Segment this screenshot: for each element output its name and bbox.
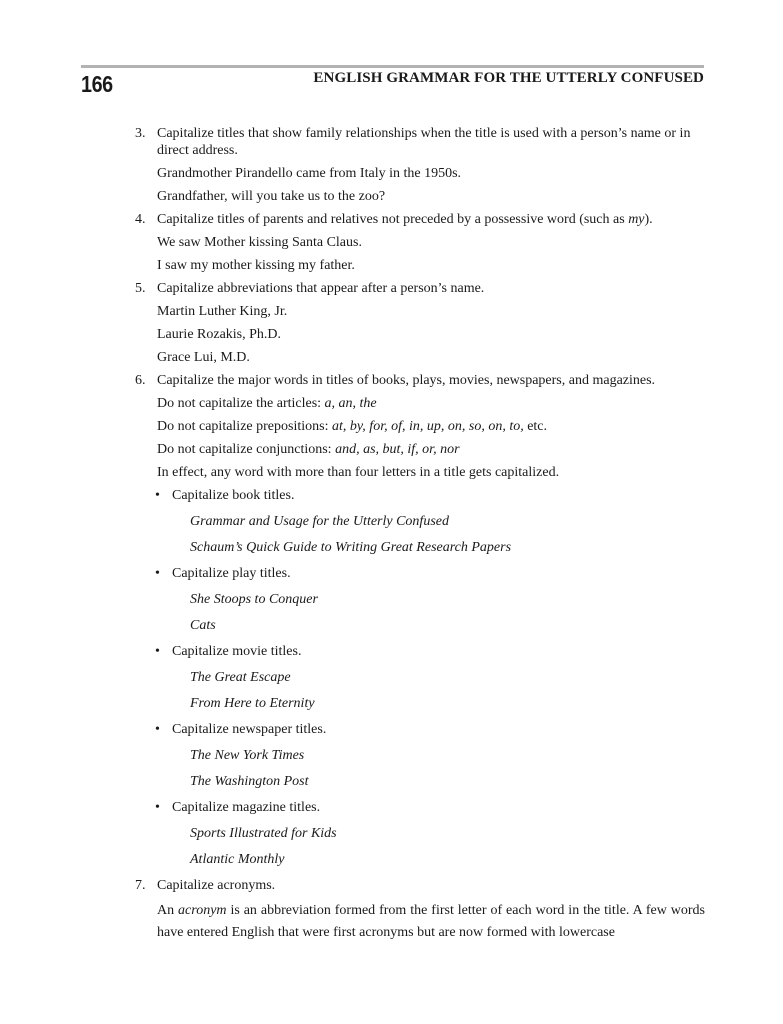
title-example: Sports Illustrated for Kids bbox=[190, 826, 337, 841]
bullet-dot: • bbox=[155, 644, 160, 659]
title-example: Schaum’s Quick Guide to Writing Great Research Papers bbox=[190, 540, 512, 555]
example: Grandmother Pirandello came from Italy in the 1950s. bbox=[157, 166, 462, 181]
rule-text: Capitalize titles of parents and relatives not preceded by a possessive word (such as bbox=[157, 212, 629, 227]
note-label: Do not capitalize prepositions: bbox=[157, 419, 332, 434]
note-label: Do not capitalize the articles: bbox=[157, 396, 325, 411]
page-body bbox=[135, 125, 705, 944]
title-example: The Great Escape bbox=[190, 670, 291, 685]
effect-note: In effect, any word with more than four letters in a title gets capitalized. bbox=[157, 465, 560, 480]
bullet-label: Capitalize newspaper titles. bbox=[172, 722, 327, 737]
rule-number: 6. bbox=[135, 373, 146, 388]
rule-6 bbox=[135, 372, 705, 389]
bullet-label: Capitalize movie titles. bbox=[172, 644, 302, 659]
bullet-label: Capitalize play titles. bbox=[172, 566, 291, 581]
rule-number: 3. bbox=[135, 126, 146, 141]
title-example: She Stoops to Conquer bbox=[190, 592, 318, 607]
rule-4 bbox=[135, 211, 705, 228]
rule-7 bbox=[135, 877, 705, 894]
note-list: and, as, but, if, or, nor bbox=[335, 442, 460, 457]
example: Grace Lui, M.D. bbox=[157, 350, 250, 365]
bullet-dot: • bbox=[155, 800, 160, 815]
title-example: The Washington Post bbox=[190, 774, 309, 789]
example: Laurie Rozakis, Ph.D. bbox=[157, 327, 282, 342]
rule-number: 4. bbox=[135, 212, 146, 227]
title-example: Cats bbox=[190, 618, 216, 633]
paragraph-text: is an abbreviation formed from the first letter of each word in the title. A few words have entered English that were first acronyms but are now formed with lowercase bbox=[157, 903, 705, 940]
example: I saw my mother kissing my father. bbox=[157, 258, 355, 273]
articles-note bbox=[135, 395, 705, 412]
bullet-movie-titles bbox=[135, 643, 705, 660]
bullet-play-titles bbox=[135, 565, 705, 582]
rule-text: Capitalize titles that show family relationships when the title is used with a person’s name or in direct address. bbox=[157, 126, 691, 158]
acronym-paragraph bbox=[135, 900, 705, 944]
note-label: Do not capitalize conjunctions: bbox=[157, 442, 336, 457]
rule-number: 7. bbox=[135, 878, 146, 893]
bullet-label: Capitalize book titles. bbox=[172, 488, 295, 503]
title-example: From Here to Eternity bbox=[190, 696, 315, 711]
conjunctions-note bbox=[135, 441, 705, 458]
note-list: at, by, for, of, in, up, on, so, on, to, bbox=[331, 419, 524, 434]
rule-3 bbox=[135, 125, 705, 159]
running-head: ENGLISH GRAMMAR FOR THE UTTERLY CONFUSED bbox=[313, 70, 704, 86]
rule-text: Capitalize the major words in titles of books, plays, movies, newspapers, and magazines. bbox=[157, 373, 656, 388]
rule-number: 5. bbox=[135, 281, 146, 296]
title-example: Atlantic Monthly bbox=[190, 852, 285, 867]
bullet-newspaper-titles bbox=[135, 721, 705, 738]
example: We saw Mother kissing Santa Claus. bbox=[157, 235, 362, 250]
rule-text: Capitalize abbreviations that appear after a person’s name. bbox=[157, 281, 485, 296]
page-number: 166 bbox=[81, 71, 113, 97]
bullet-label: Capitalize magazine titles. bbox=[172, 800, 321, 815]
bullet-book-titles bbox=[135, 487, 705, 504]
paragraph-text: An bbox=[157, 903, 179, 918]
bullet-dot: • bbox=[155, 566, 160, 581]
rule-5 bbox=[135, 280, 705, 297]
paragraph-emphasis: acronym bbox=[178, 903, 227, 918]
prepositions-note bbox=[135, 418, 705, 435]
rule-text: ). bbox=[644, 212, 653, 227]
title-example: Grammar and Usage for the Utterly Confused bbox=[190, 514, 449, 529]
header-rule bbox=[81, 65, 704, 68]
bullet-dot: • bbox=[155, 722, 160, 737]
note-tail: etc. bbox=[523, 419, 548, 434]
example: Martin Luther King, Jr. bbox=[157, 304, 288, 319]
rule-text-emphasis: my bbox=[628, 212, 645, 227]
example: Grandfather, will you take us to the zoo? bbox=[157, 189, 386, 204]
bullet-magazine-titles bbox=[135, 799, 705, 816]
rule-text: Capitalize acronyms. bbox=[157, 878, 276, 893]
title-example: The New York Times bbox=[190, 748, 305, 763]
note-list: a, an, the bbox=[324, 396, 377, 411]
bullet-dot: • bbox=[155, 488, 160, 503]
